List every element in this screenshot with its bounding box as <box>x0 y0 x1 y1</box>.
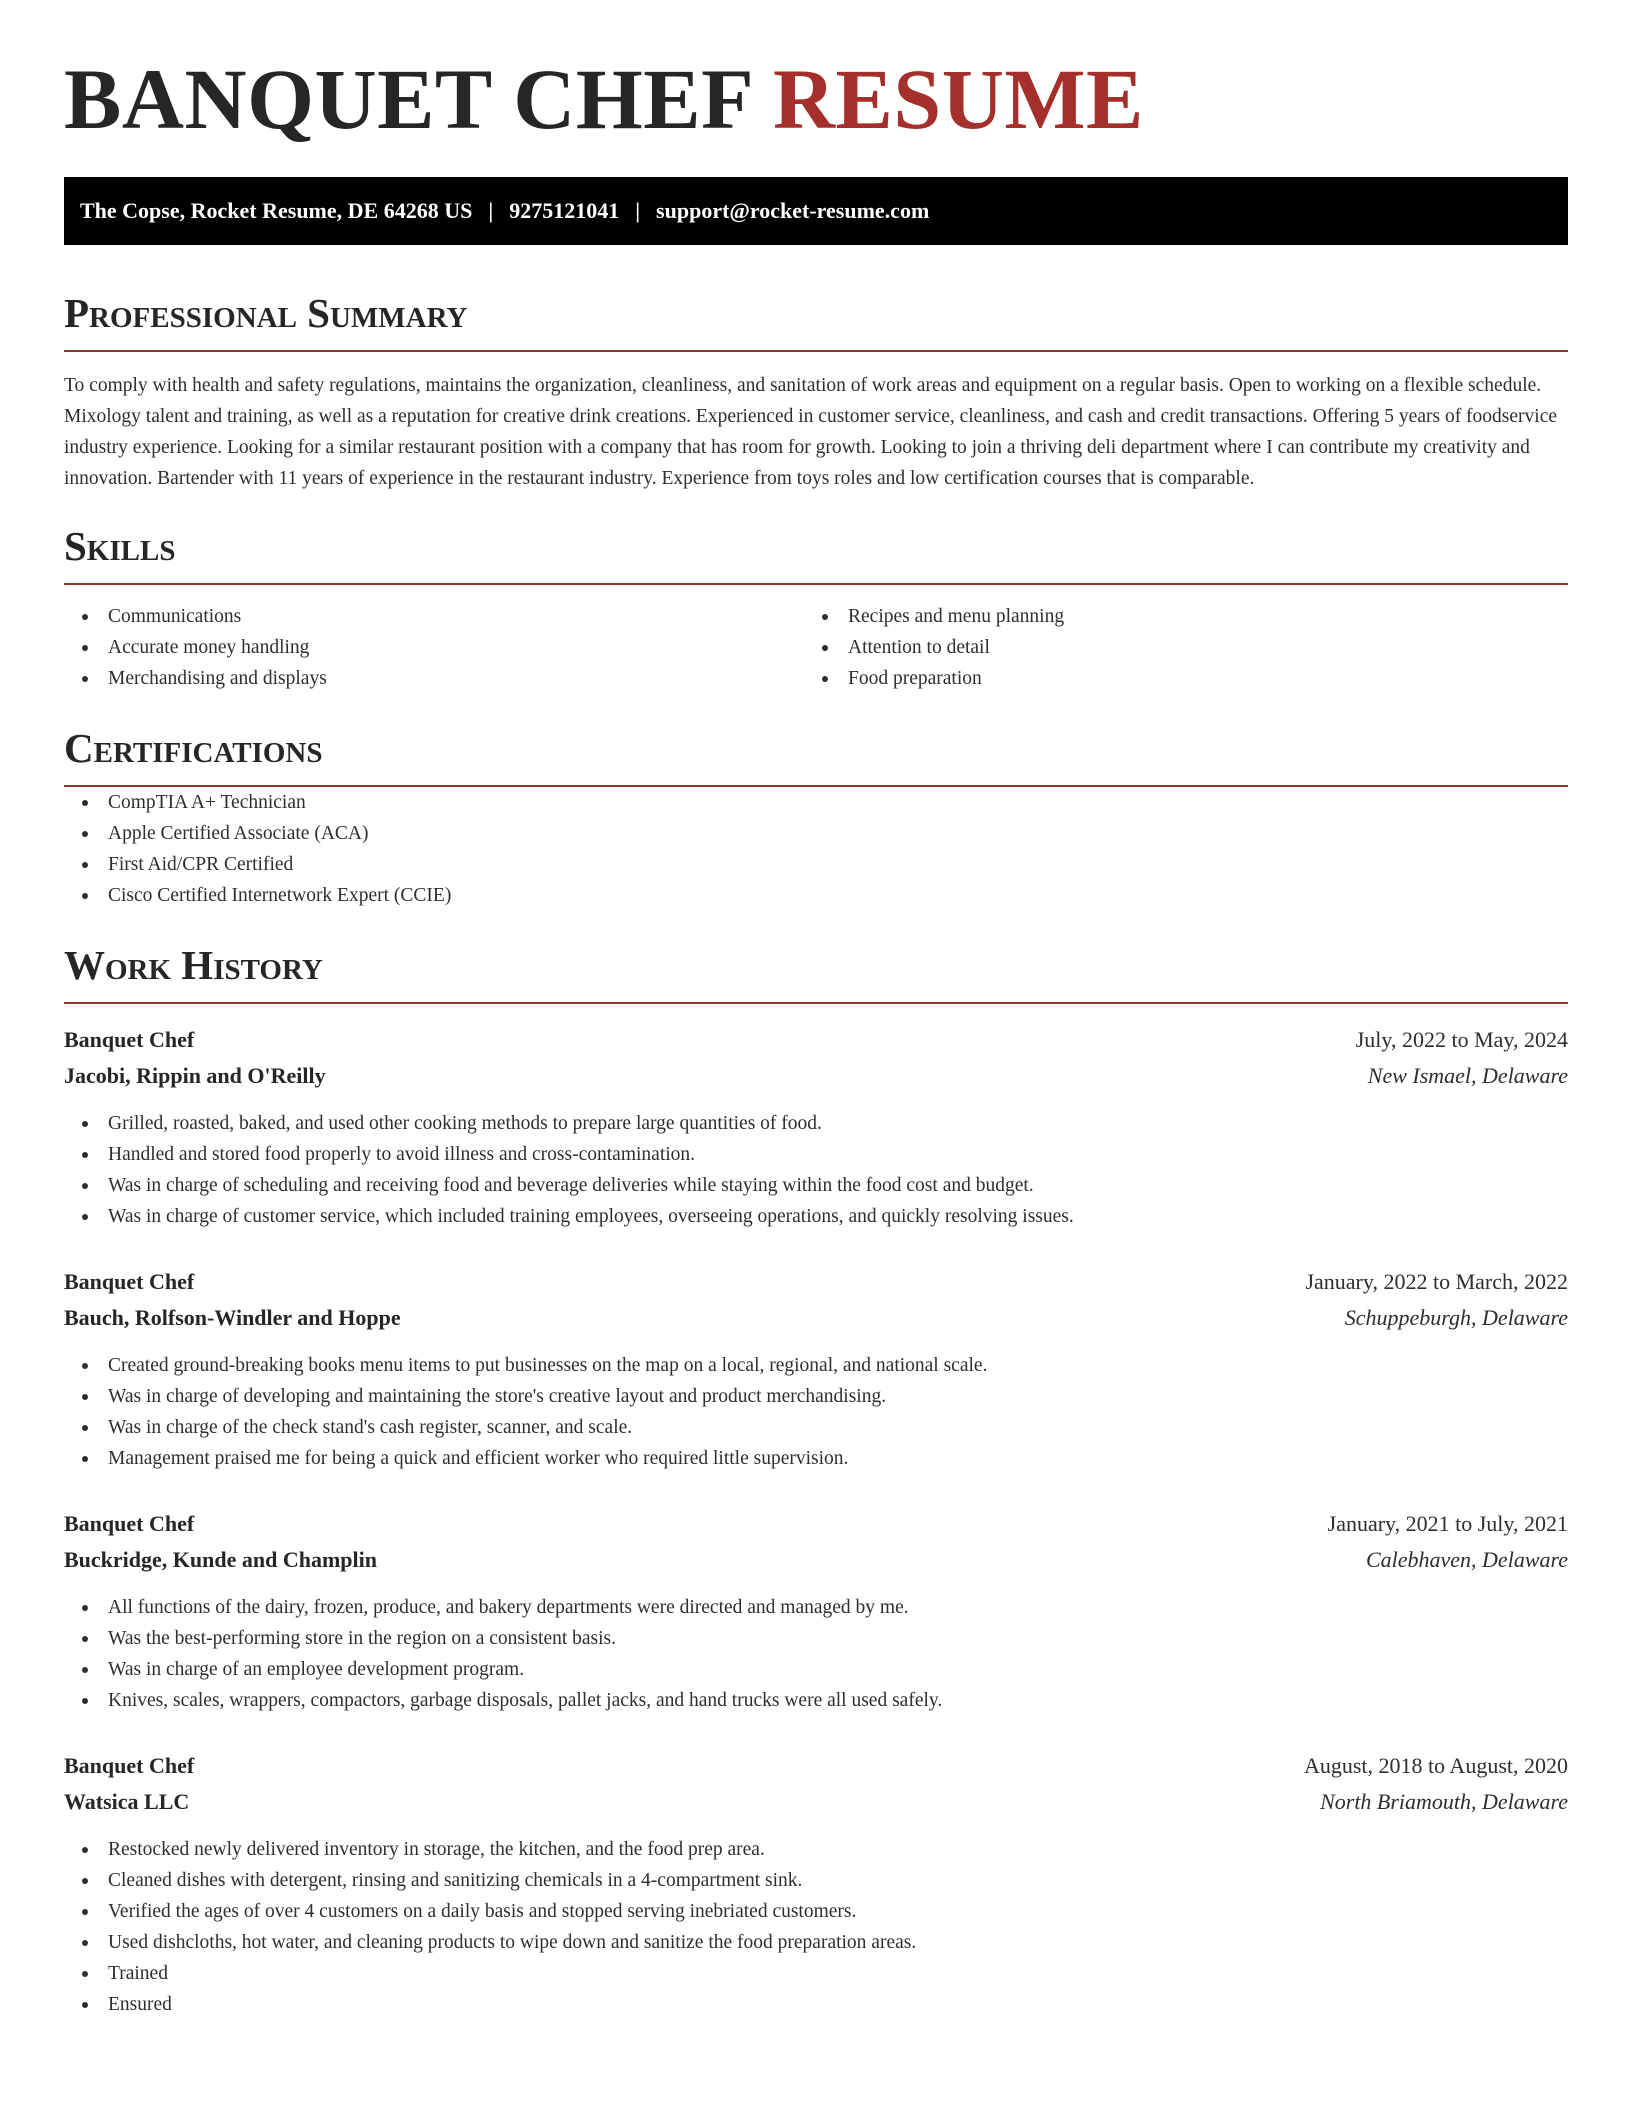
job-location: New Ismael, Delaware <box>1367 1063 1568 1088</box>
job-duty: Verified the ages of over 4 customers on a daily basis and stopped serving inebriated customers. <box>64 1896 1568 1927</box>
job-duty: Knives, scales, wrappers, compactors, garbage disposals, pallet jacks, and hand trucks were all used safely. <box>64 1685 1568 1716</box>
contact-separator: | <box>635 198 641 223</box>
certification-item: First Aid/CPR Certified <box>64 849 1568 880</box>
job-duties-list <box>64 1350 1568 1474</box>
certification-item: Apple Certified Associate (ACA) <box>64 818 1568 849</box>
job-company: Jacobi, Rippin and O'Reilly <box>64 1063 326 1088</box>
job-duty: Trained <box>64 1958 1568 1989</box>
job-location: North Briamouth, Delaware <box>1320 1789 1568 1814</box>
summary-heading: Professional Summary <box>64 293 1568 352</box>
skill-item: Merchandising and displays <box>64 663 804 694</box>
job-dates: August, 2018 to August, 2020 <box>1303 1753 1568 1778</box>
job-company: Watsica LLC <box>64 1789 190 1814</box>
skill-item: Food preparation <box>804 663 1544 694</box>
job-duty: Was the best-performing store in the region on a consistent basis. <box>64 1623 1568 1654</box>
skills-list-right <box>804 601 1544 694</box>
job-duty: Grilled, roasted, baked, and used other cooking methods to prepare large quantities of food. <box>64 1108 1568 1139</box>
job-duty: Ensured <box>64 1989 1568 2020</box>
contact-bar <box>64 177 1568 245</box>
certifications-list <box>64 787 1568 911</box>
job-dates: January, 2022 to March, 2022 <box>1305 1269 1568 1294</box>
job-title: Banquet Chef <box>64 1511 195 1536</box>
resume-title <box>64 0 1568 147</box>
job-duty: Created ground-breaking books menu items to put businesses on the map on a local, regional, and national scale. <box>64 1350 1568 1381</box>
job-duties-list <box>64 1108 1568 1232</box>
job-location: Schuppeburgh, Delaware <box>1344 1305 1568 1330</box>
job-duties-list <box>64 1592 1568 1716</box>
certification-item: Cisco Certified Internetwork Expert (CCIE) <box>64 880 1568 911</box>
skills-list-left <box>64 601 804 694</box>
job-entry <box>64 1022 1568 1232</box>
job-company: Bauch, Rolfson-Windler and Hoppe <box>64 1305 401 1330</box>
job-location: Calebhaven, Delaware <box>1365 1547 1568 1572</box>
job-duty: Was in charge of an employee development program. <box>64 1654 1568 1685</box>
job-duty: Was in charge of scheduling and receiving food and beverage deliveries while staying within the food cost and budget. <box>64 1170 1568 1201</box>
job-duty: Cleaned dishes with detergent, rinsing and sanitizing chemicals in a 4-compartment sink. <box>64 1865 1568 1896</box>
skills-section <box>64 523 1568 694</box>
resume-page <box>64 0 1568 2020</box>
job-company-row <box>64 1542 1568 1578</box>
job-duty: All functions of the dairy, frozen, produce, and bakery departments were directed and managed by me. <box>64 1592 1568 1623</box>
job-duty: Was in charge of customer service, which included training employees, overseeing operations, and quickly resolving issues. <box>64 1201 1568 1232</box>
job-header-row <box>64 1506 1568 1542</box>
title-main: BANQUET CHEF <box>64 51 751 147</box>
job-title: Banquet Chef <box>64 1027 195 1052</box>
contact-separator: | <box>488 198 494 223</box>
skill-item: Accurate money handling <box>64 632 804 663</box>
job-duty: Handled and stored food properly to avoid illness and cross-contamination. <box>64 1139 1568 1170</box>
job-company-row <box>64 1300 1568 1336</box>
job-company: Buckridge, Kunde and Champlin <box>64 1547 377 1572</box>
title-accent: RESUME <box>772 51 1144 147</box>
contact-phone: 9275121041 <box>509 198 620 223</box>
skills-grid <box>64 601 1568 694</box>
job-duties-list <box>64 1834 1568 2020</box>
contact-email: support@rocket-resume.com <box>656 198 930 223</box>
contact-address: The Copse, Rocket Resume, DE 64268 US <box>80 198 473 223</box>
job-title: Banquet Chef <box>64 1269 195 1294</box>
summary-text: To comply with health and safety regulations, maintains the organization, cleanliness, and sanitation of work areas and equipment on a regular basis. Open to working on a flexible schedule. Mixology talent and training, as well as a reputation for creative drink creations. Experienced in customer service, cleanliness, and cash and credit transactions. Offering 5 years of foodservice industry experience. Looking for a similar restaurant position with a company that has room for growth. Looking to join a thriving deli department where I can contribute my creativity and innovation. Bartender with 11 years of experience in the restaurant industry. Experience from toys roles and low certification courses that is comparable. <box>64 375 1558 489</box>
skill-item: Communications <box>64 601 804 632</box>
skill-item: Attention to detail <box>804 632 1544 663</box>
job-title: Banquet Chef <box>64 1753 195 1778</box>
job-entry <box>64 1506 1568 1716</box>
job-header-row <box>64 1264 1568 1300</box>
job-header-row <box>64 1022 1568 1058</box>
job-duty: Restocked newly delivered inventory in storage, the kitchen, and the food prep area. <box>64 1834 1568 1865</box>
job-dates: July, 2022 to May, 2024 <box>1355 1027 1568 1052</box>
work-history-section <box>64 942 1568 2020</box>
job-dates: January, 2021 to July, 2021 <box>1327 1511 1568 1536</box>
certifications-section <box>64 725 1568 911</box>
job-duty: Used dishcloths, hot water, and cleaning products to wipe down and sanitize the food preparation areas. <box>64 1927 1568 1958</box>
job-duty: Was in charge of the check stand's cash register, scanner, and scale. <box>64 1412 1568 1443</box>
job-duty: Was in charge of developing and maintaining the store's creative layout and product merchandising. <box>64 1381 1568 1412</box>
job-company-row <box>64 1058 1568 1094</box>
job-company-row <box>64 1784 1568 1820</box>
skills-heading: Skills <box>64 526 1568 585</box>
certification-item: CompTIA A+ Technician <box>64 787 1568 818</box>
work-history-heading: Work History <box>64 945 1568 1004</box>
job-duty: Management praised me for being a quick and efficient worker who required little supervision. <box>64 1443 1568 1474</box>
job-entry <box>64 1264 1568 1474</box>
summary-section <box>64 290 1568 494</box>
skill-item: Recipes and menu planning <box>804 601 1544 632</box>
job-header-row <box>64 1748 1568 1784</box>
certifications-heading: Certifications <box>64 728 1568 787</box>
job-entry <box>64 1748 1568 2020</box>
